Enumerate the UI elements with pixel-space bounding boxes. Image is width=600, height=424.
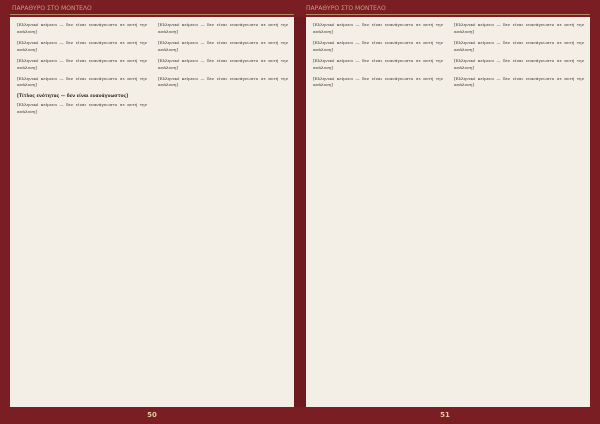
page-number-left: 50 (147, 411, 157, 419)
paragraph: [Ελληνικό κείμενο — δεν είναι ευανάγνωστο σε αυτή την ανάλυση] (17, 75, 147, 88)
paragraph: [Ελληνικό κείμενο — δεν είναι ευανάγνωστο σε αυτή την ανάλυση] (454, 57, 584, 70)
section-heading: [Τίτλος ενότητας — δεν είναι ευανάγνωστος] (17, 93, 129, 99)
paragraph: [Ελληνικό κείμενο — δεν είναι ευανάγνωστο σε αυτή την ανάλυση] (454, 75, 584, 88)
right-page-column-2 (454, 22, 584, 402)
header-rule-right (306, 14, 590, 15)
paragraph: [Ελληνικό κείμενο — δεν είναι ευανάγνωστο σε αυτή την ανάλυση] (158, 39, 288, 52)
paragraph: [Ελληνικό κείμενο — δεν είναι ευανάγνωστο σε αυτή την ανάλυση] (17, 22, 147, 34)
paragraph: [Ελληνικό κείμενο — δεν είναι ευανάγνωστο σε αυτή την ανάλυση] (158, 22, 288, 34)
paragraph: [Ελληνικό κείμενο — δεν είναι ευανάγνωστο σε αυτή την ανάλυση] (158, 75, 288, 88)
paragraph: [Ελληνικό κείμενο — δεν είναι ευανάγνωστο σε αυτή την ανάλυση] (158, 57, 288, 70)
left-page (10, 17, 294, 407)
paragraph: [Ελληνικό κείμενο — δεν είναι ευανάγνωστο σε αυτή την ανάλυση] (17, 102, 147, 115)
running-header-left: ΠΑΡΑΘΥΡΟ ΣΤΟ ΜΟΝΤΕΛΟ (12, 5, 92, 12)
left-page-column-2 (158, 22, 288, 402)
right-page-column-1 (313, 22, 443, 402)
paragraph: [Ελληνικό κείμενο — δεν είναι ευανάγνωστο σε αυτή την ανάλυση] (313, 75, 443, 88)
paragraph: [Ελληνικό κείμενο — δεν είναι ευανάγνωστο σε αυτή την ανάλυση] (313, 39, 443, 52)
running-header-right: ΠΑΡΑΘΥΡΟ ΣΤΟ ΜΟΝΤΕΛΟ (306, 5, 386, 12)
paragraph: [Ελληνικό κείμενο — δεν είναι ευανάγνωστο σε αυτή την ανάλυση] (313, 57, 443, 70)
paragraph: [Ελληνικό κείμενο — δεν είναι ευανάγνωστο σε αυτή την ανάλυση] (17, 57, 147, 70)
paragraph: [Ελληνικό κείμενο — δεν είναι ευανάγνωστο σε αυτή την ανάλυση] (17, 39, 147, 52)
paragraph: [Ελληνικό κείμενο — δεν είναι ευανάγνωστο σε αυτή την ανάλυση] (454, 22, 584, 34)
page-number-right: 51 (440, 411, 450, 419)
paragraph: [Ελληνικό κείμενο — δεν είναι ευανάγνωστο σε αυτή την ανάλυση] (313, 22, 443, 34)
left-page-column-1 (17, 22, 147, 402)
right-page (306, 17, 590, 407)
paragraph: [Ελληνικό κείμενο — δεν είναι ευανάγνωστο σε αυτή την ανάλυση] (454, 39, 584, 52)
header-rule-left (10, 14, 294, 15)
book-gutter (294, 17, 306, 407)
